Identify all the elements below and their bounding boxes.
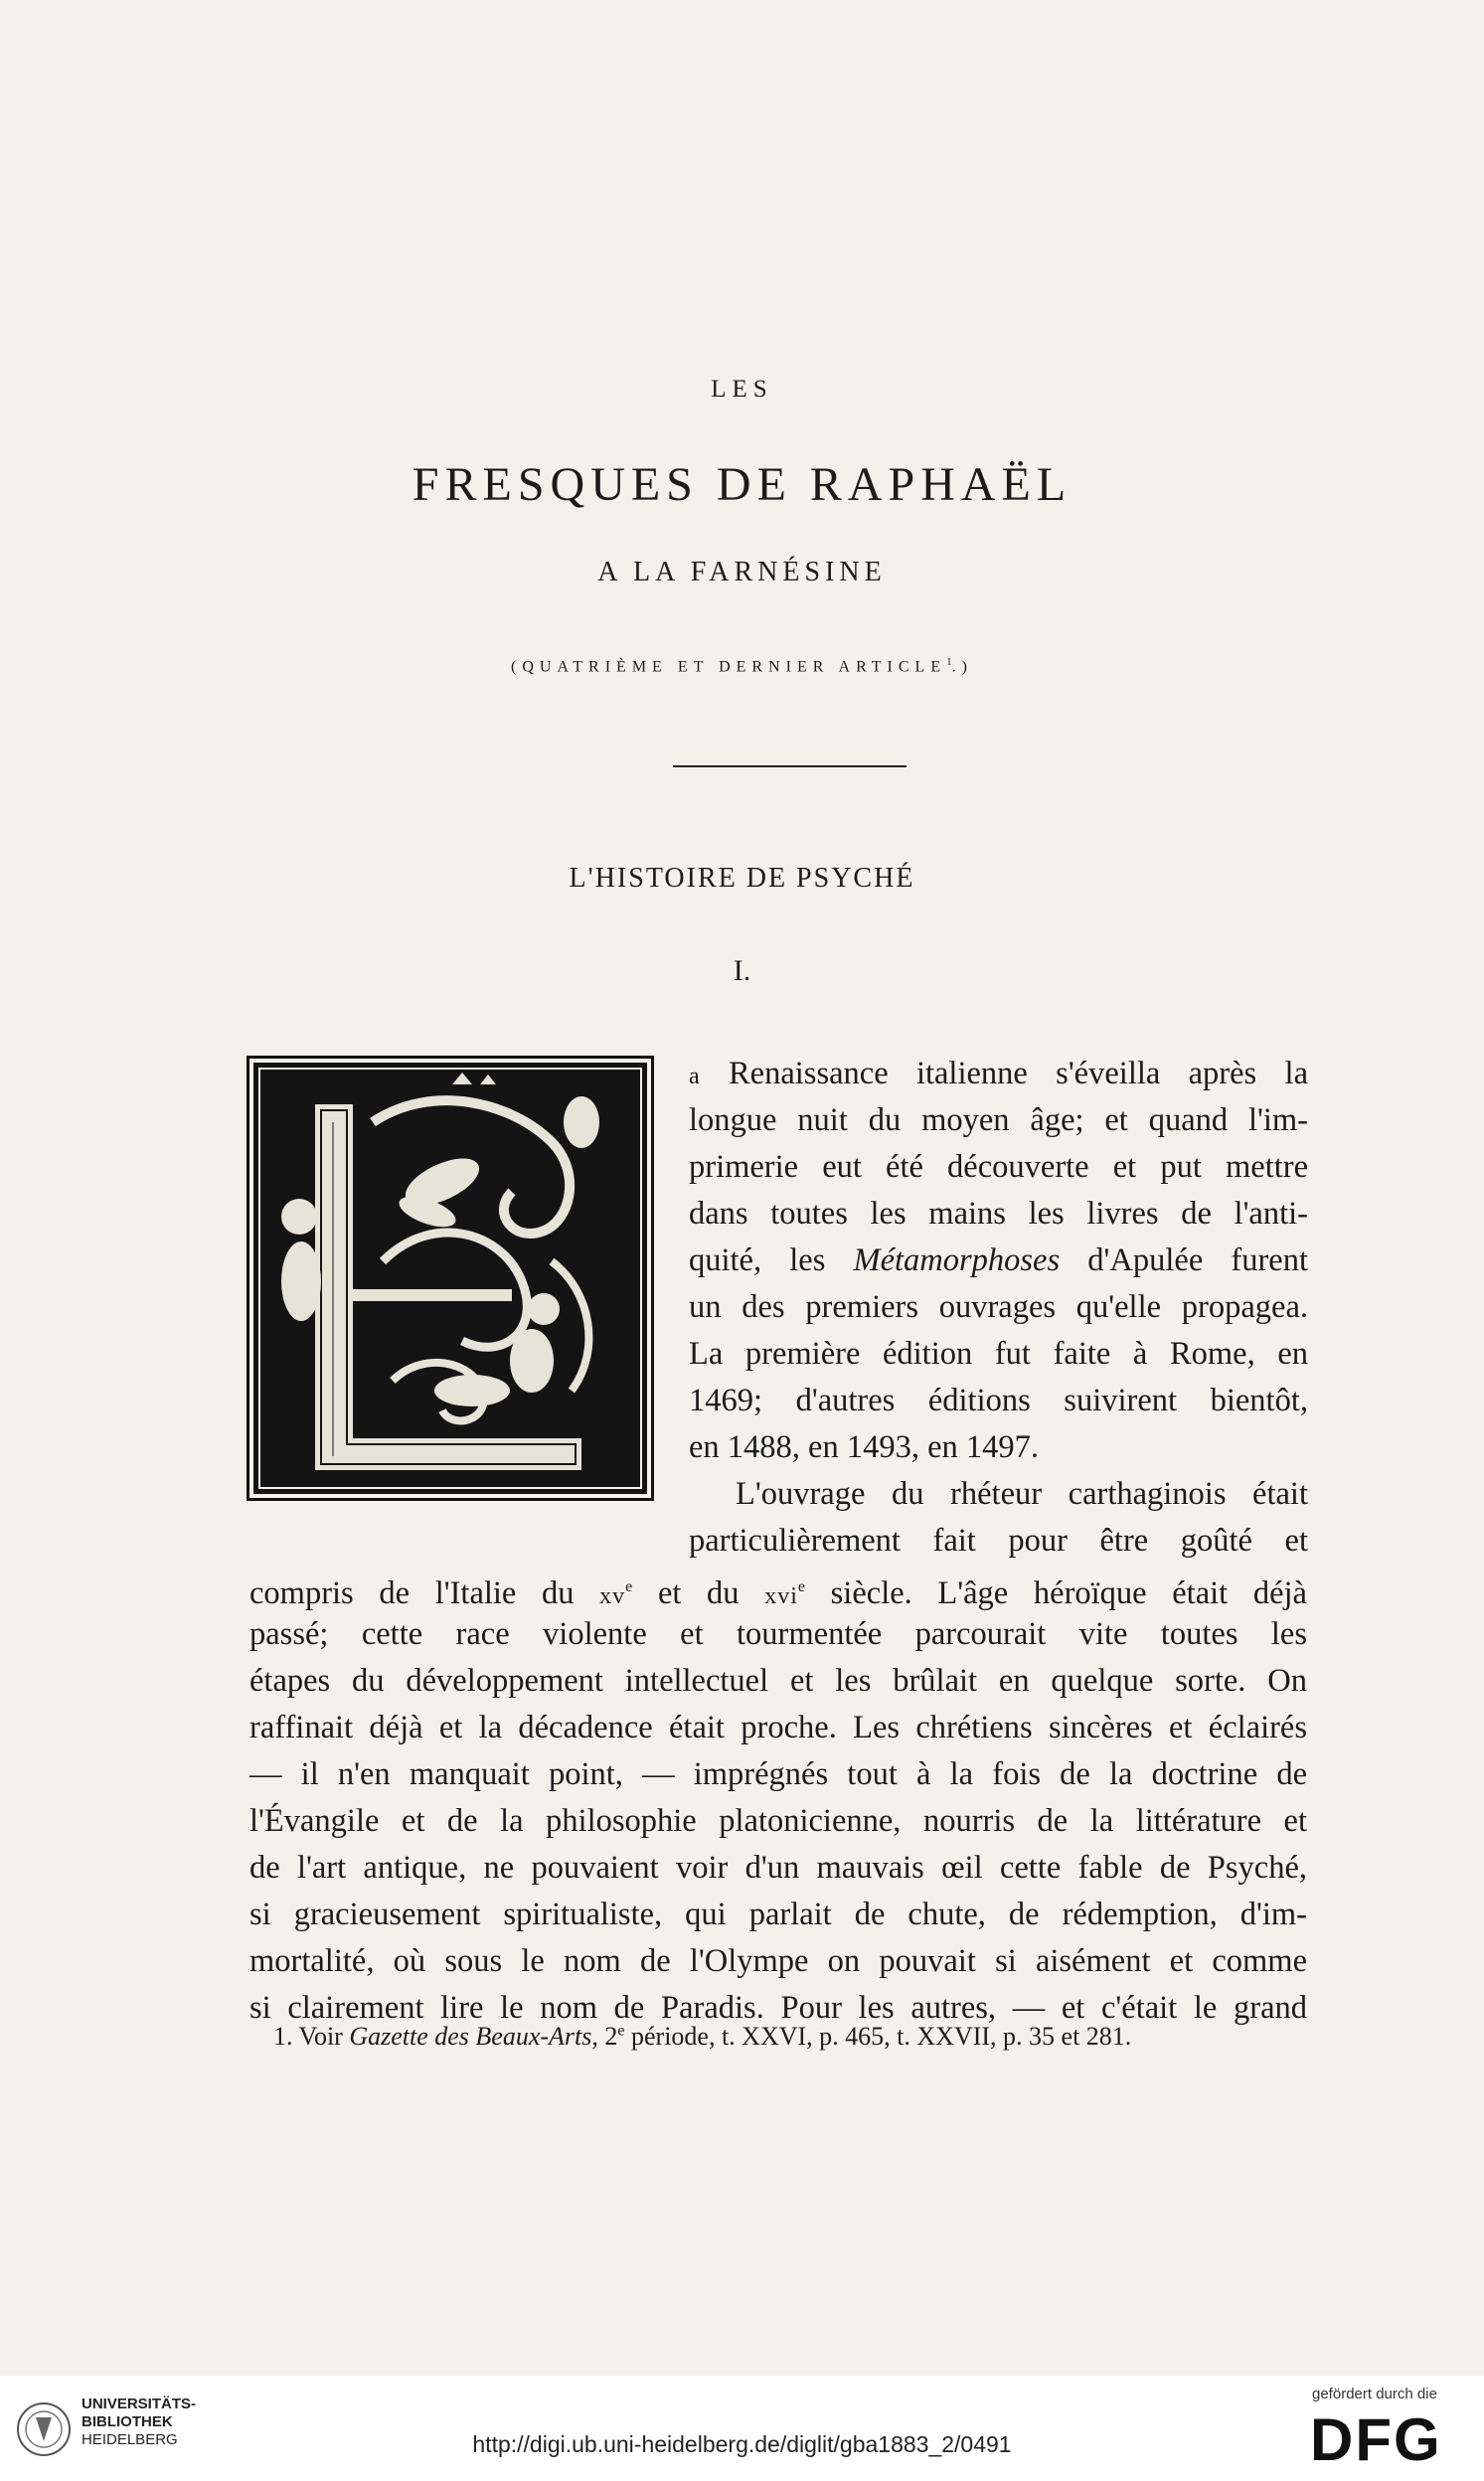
text-line: L'ouvrage du rhéteur carthaginois était bbox=[736, 1476, 1308, 1512]
text-line: un des premiers ouvrages qu'elle propagea. bbox=[689, 1289, 1308, 1325]
section-number: I. bbox=[733, 954, 751, 987]
text-span: compris de l'Italie du bbox=[249, 1574, 600, 1611]
series-note-end: .) bbox=[951, 658, 973, 676]
century-numeral: xv bbox=[599, 1582, 626, 1609]
text-span: siècle. L'âge héroïque était déjà bbox=[805, 1574, 1307, 1611]
text-line: si clairement lire le nom de Paradis. Pour les autres, — et c'était le grand bbox=[249, 1990, 1307, 2026]
text-line bbox=[689, 1054, 1308, 1093]
title-divider bbox=[673, 765, 907, 767]
footnote bbox=[273, 2022, 1131, 2052]
permalink-url[interactable]: http://digi.ub.uni-heidelberg.de/diglit/gba1883_2/0491 bbox=[472, 2431, 1012, 2457]
text-span: 2 bbox=[597, 2022, 618, 2051]
article-title: FRESQUES DE RAPHAËL bbox=[412, 458, 1072, 511]
text-line: l'Évangile et de la philosophie platonicienne, nourris de la littérature et bbox=[249, 1803, 1307, 1839]
text-line: particulièrement fait pour être goûté et bbox=[689, 1523, 1308, 1559]
section-title: L'HISTOIRE DE PSYCHÉ bbox=[569, 863, 915, 894]
text-line: primerie eut été découverte et put mettre bbox=[689, 1149, 1308, 1185]
dfg-logo: DFG bbox=[1310, 2406, 1442, 2473]
text-line: en 1488, en 1493, en 1497. bbox=[689, 1429, 1040, 1465]
superscript: e bbox=[617, 2022, 625, 2040]
text-span: Renaissance italienne s'éveilla après la bbox=[700, 1056, 1308, 1091]
text-line: si gracieusement spiritualiste, qui parlait de chute, de rédemption, d'im- bbox=[249, 1897, 1307, 1932]
library-name-line: UNIVERSITÄTS- bbox=[82, 2396, 197, 2412]
text-line: raffinait déjà et la décadence était proche. Les chrétiens sincères et éclairés bbox=[249, 1710, 1307, 1745]
text-line: — il n'en manquait point, — imprégnés tout à la fois de la doctrine de bbox=[249, 1756, 1307, 1792]
text-line: passé; cette race violente et tourmentée parcourait vite toutes les bbox=[249, 1616, 1307, 1652]
library-name-line: BIBLIOTHEK bbox=[82, 2413, 173, 2430]
text-line: 1469; d'autres éditions suivirent bientôt, bbox=[689, 1383, 1308, 1418]
ornamental-initial-L bbox=[247, 1056, 654, 1501]
superscript: e bbox=[625, 1578, 633, 1595]
superscript: e bbox=[797, 1578, 805, 1595]
text-line: longue nuit du moyen âge; et quand l'im- bbox=[689, 1102, 1308, 1138]
text-span: période, t. XXVI, p. 465, t. XXVII, p. 35 et 281. bbox=[624, 2022, 1132, 2051]
text-line bbox=[249, 1568, 1307, 1611]
ornamental-initial-image bbox=[253, 1063, 647, 1494]
text-span: . Voir bbox=[286, 2022, 350, 2051]
century-numeral: xvi bbox=[764, 1582, 798, 1609]
small-caps-initial: a bbox=[689, 1064, 701, 1089]
text-line: étapes du développement intellectuel et les brûlait en quelque sorte. On bbox=[249, 1663, 1307, 1699]
text-line bbox=[689, 1240, 1308, 1280]
article-subtitle: A LA FARNÉSINE bbox=[597, 557, 887, 587]
sponsor-text: gefördert durch die bbox=[1312, 2386, 1437, 2402]
series-note-text: (QUATRIÈME ET DERNIER ARTICLE bbox=[511, 658, 947, 676]
text-span: d'Apulée furent bbox=[1060, 1242, 1308, 1278]
footnote-reference: 1 bbox=[946, 656, 952, 668]
viewer-footer bbox=[0, 2376, 1484, 2481]
footnote-number: 1 bbox=[273, 2022, 286, 2051]
italic-title: Métamorphoses bbox=[853, 1242, 1061, 1278]
text-span: quité, les bbox=[689, 1242, 854, 1278]
article-series-note bbox=[0, 656, 1484, 676]
article-kicker: LES bbox=[711, 376, 773, 403]
library-name-line: HEIDELBERG bbox=[82, 2431, 178, 2448]
text-span: et du bbox=[632, 1574, 765, 1611]
text-line: dans toutes les mains les livres de l'anti- bbox=[689, 1196, 1308, 1232]
journal-title: Gazette des Beaux-Arts, bbox=[349, 2022, 598, 2051]
text-line: de l'art antique, ne pouvaient voir d'un mauvais œil cette fable de Psyché, bbox=[249, 1850, 1307, 1886]
text-line: mortalité, où sous le nom de l'Olympe on pouvait si aisément et comme bbox=[249, 1943, 1307, 1979]
text-line: La première édition fut faite à Rome, en bbox=[689, 1336, 1308, 1372]
